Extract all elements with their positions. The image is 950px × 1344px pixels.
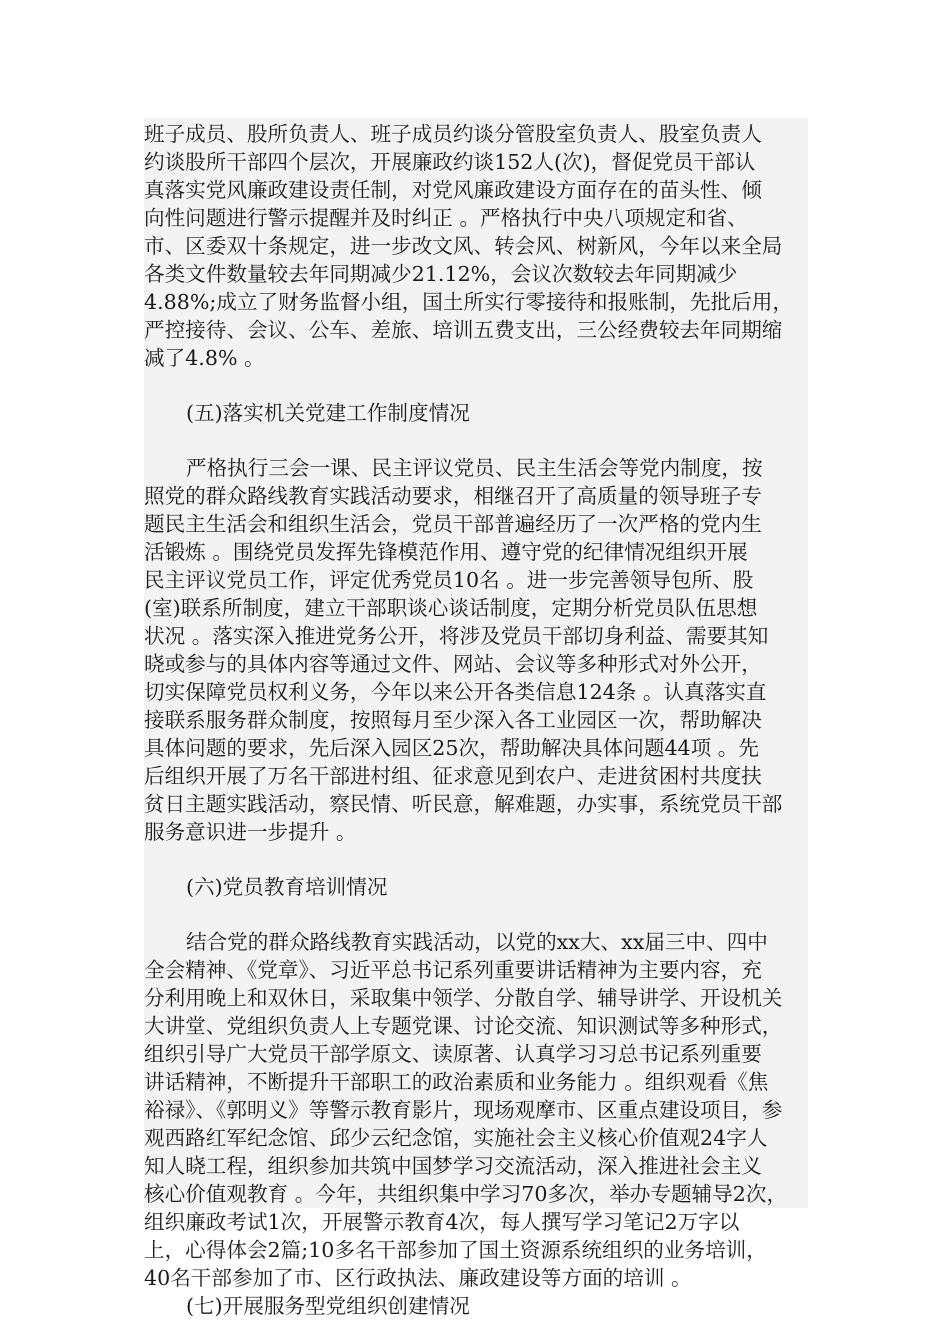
body-text-line: 40名干部参加了市、区行政执法、廉政建设等方面的培训 。 [144,1266,692,1290]
body-text-line: 服务意识进一步提升 。 [144,820,357,844]
body-text-line: (室)联系所制度，建立干部职谈心谈话制度，定期分析党员队伍思想 [144,596,758,620]
body-text-line: 班子成员、股所负责人、班子成员约谈分管股室负责人、股室负责人 [144,122,762,146]
body-text-line: 裕禄》、《郭明义》等警示教育影片，现场观摩市、区重点建设项目，参 [144,1098,783,1122]
section-heading: (七)开展服务型党组织创建情况 [186,1294,470,1318]
body-text-line: 观西路红军纪念馆、邱少云纪念馆，实施社会主义核心价值观24字人 [144,1126,768,1150]
section-heading: (六)党员教育培训情况 [186,875,388,899]
body-text-line: 市、区委双十条规定，进一步改文风、转会风、树新风，今年以来全局 [144,234,783,258]
body-text-line: 组织廉政考试1次，开展警示教育4次，每人撰写学习笔记2万字以 [144,1210,740,1234]
body-text-line: 核心价值观教育 。今年，共组织集中学习70多次，举办专题辅导2次， [144,1182,788,1206]
body-text-line: 组织引导广大党员干部学原文、读原著、认真学习习总书记系列重要 [144,1042,762,1066]
body-text-line: 具体问题的要求，先后深入园区25次，帮助解决具体问题44项 。先 [144,736,759,760]
body-text-line: 切实保障党员权利义务，今年以来公开各类信息124条 。认真落实直 [144,680,767,704]
body-text-line: 减了4.8% 。 [144,346,265,370]
body-text-line: 严控接待、会议、公车、差旅、培训五费支出，三公经费较去年同期缩 [144,318,783,342]
body-text-line: 分利用晚上和双休日，采取集中领学、分散自学、辅导讲学、开设机关 [144,986,783,1010]
body-text-line: 全会精神、《党章》、习近平总书记系列重要讲话精神为主要内容，充 [144,958,762,982]
body-text-line: 约谈股所干部四个层次，开展廉政约谈152人(次)，督促党员干部认 [144,150,756,174]
body-text-line: 状况 。落实深入推进党务公开，将涉及党员干部切身利益、需要其知 [144,624,769,648]
body-text-line: 讲话精神，不断提升干部职工的政治素质和业务能力 。组织观看《焦 [144,1070,769,1094]
body-text-line: 大讲堂、党组织负责人上专题党课、讨论交流、知识测试等多种形式， [144,1014,783,1038]
body-text-line: 真落实党风廉政建设责任制，对党风廉政建设方面存在的苗头性、倾 [144,178,762,202]
body-text-line: 上，心得体会2篇;10多名干部参加了国土资源系统组织的业务培训， [144,1238,767,1262]
body-text-line: 知人晓工程，组织参加共筑中国梦学习交流活动，深入推进社会主义 [144,1154,762,1178]
body-text-line: 4.88%;成立了财务监督小组，国土所实行零接待和报账制，先批后用， [144,290,793,314]
body-text-line: 向性问题进行警示提醒并及时纠正 。严格执行中央八项规定和省、 [144,206,748,230]
body-text-line: 各类文件数量较去年同期减少21.12%，会议次数较去年同期减少 [144,262,738,286]
body-text-line: 晓或参与的具体内容等通过文件、网站、会议等多种形式对外公开， [144,652,762,676]
body-text-line: 贫日主题实践活动，察民情、听民意，解难题，办实事，系统党员干部 [144,792,783,816]
section-heading: (五)落实机关党建工作制度情况 [186,401,470,425]
body-text-line: 民主评议党员工作，评定优秀党员10名 。进一步完善领导包所、股 [144,568,754,592]
body-text-line: 照党的群众路线教育实践活动要求，相继召开了高质量的领导班子专 [144,484,762,508]
body-text-line: 严格执行三会一课、民主评议党员、民主生活会等党内制度，按 [186,456,763,480]
body-text-line: 活锻炼 。围绕党员发挥先锋模范作用、遵守党的纪律情况组织开展 [144,540,748,564]
body-text-line: 接联系服务群众制度，按照每月至少深入各工业园区一次，帮助解决 [144,708,762,732]
body-text-line: 结合党的群众路线教育实践活动，以党的xx大、xx届三中、四中 [186,930,768,954]
body-text-line: 后组织开展了万名干部进村组、征求意见到农户、走进贫困村共度扶 [144,764,762,788]
body-text-line: 题民主生活会和组织生活会，党员干部普遍经历了一次严格的党内生 [144,512,762,536]
